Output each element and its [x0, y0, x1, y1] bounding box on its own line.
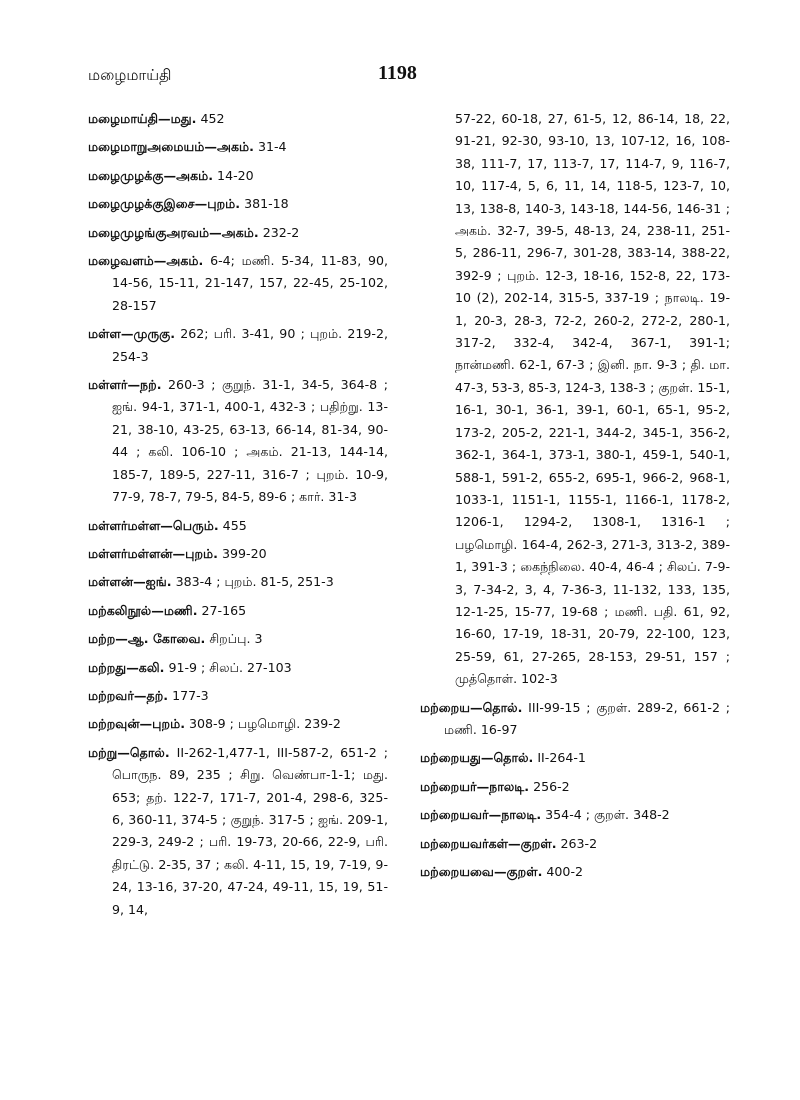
entry-headword: மழைமுழங்குஅரவம்—அகம்.	[88, 224, 259, 240]
entry-headword: மற்றையவை—குறள்.	[420, 864, 543, 879]
index-entry	[88, 323, 388, 368]
entry-headword: மழைமாறுஅமையம்—அகம்.	[88, 139, 254, 155]
index-entry	[88, 742, 388, 921]
entry-headword: மற்றது—கலி.	[88, 659, 165, 675]
index-entry	[88, 515, 388, 537]
entry-references: 455	[218, 517, 247, 533]
entry-headword: மற்ற—ஆ. கோவை.	[88, 631, 206, 647]
index-entry	[420, 804, 730, 826]
index-entry	[420, 861, 730, 883]
index-entry	[88, 713, 388, 735]
entry-references: 31-4	[253, 139, 287, 155]
entry-headword: மற்றவர்—தற்.	[88, 687, 169, 703]
index-entry	[88, 136, 388, 158]
entry-references: 260-3 ; குறுந். 31-1, 34-5, 364-8 ; ஐங். 94-1, 371-1, 400-1, 432-3 ; பதிற்று. 13-21, 38-10, 43-25, 63-13, 66-14, 81-34, 90-44 ; கலி. 106-10 ; அகம். 21-13, 144-14, 185-7, 189-5, 227-11, 316-7 ; புறம். 10-9, 77-9, 78-7, 79-5, 84-5, 89-6 ; கார். 31-3	[112, 377, 388, 505]
entry-references: 14-20	[213, 167, 254, 183]
index-entry	[88, 628, 388, 650]
entry-headword: மற்றைய—தொல்.	[420, 699, 523, 715]
entry-references: 177-3	[168, 687, 209, 703]
index-entry	[88, 571, 388, 593]
entry-references: 262; பரி. 3-41, 90 ; புறம். 219-2, 254-3	[112, 326, 388, 364]
index-entry	[88, 657, 388, 679]
entry-headword: மள்ளர்மள்ள—பெரும்.	[88, 517, 219, 533]
entry-headword: மற்றவுன்—புறம்.	[88, 716, 185, 732]
entry-references: 399-20	[217, 545, 267, 561]
right-column	[420, 108, 730, 889]
index-entry	[88, 193, 388, 215]
index-entry	[88, 685, 388, 707]
entry-headword: மழைமுழக்கு—அகம்.	[88, 167, 214, 183]
entry-headword: மற்றையவர்—நாலடி.	[420, 807, 542, 823]
entry-headword: மழைவளம்—அகம்.	[88, 253, 204, 269]
entry-references: II-264-1	[533, 750, 586, 766]
entry-references: III-99-15 ; குறள். 289-2, 661-2 ; மணி. 16-97	[444, 699, 730, 737]
entry-headword: மள்ளன்—ஐங்.	[88, 574, 172, 590]
entry-continuation: 57-22, 60-18, 27, 61-5, 12, 86-14, 18, 22, 91-21, 92-30, 93-10, 13, 107-12, 16, 108-38, 111-7, 17, 113-7, 17, 114-7, 9, 116-7, 10, 117-4, 5, 6, 11, 14, 118-5, 123-7, 10, 13, 138-8, 140-3, 143-18, 144-56, 146-31 ; அகம். 32-7, 39-5, 48-13, 24, 238-11, 251-5, 286-11, 296-7, 301-28, 383-14, 388-22, 392-9 ; புறம். 12-3, 18-16, 152-8, 22, 173-10 (2), 202-14, 315-5, 337-19 ; நாலடி. 19-1, 20-3, 28-3, 72-2, 260-2, 272-2, 280-1, 317-2, 332-4, 342-4, 367-1, 391-1; நான்மணி. 62-1, 67-3 ; இனி. நா. 9-3 ; தி. மா. 47-3, 53-3, 85-3, 124-3, 138-3 ; குறள். 15-1, 16-1, 30-1, 36-1, 39-1, 60-1, 65-1, 95-2, 173-2, 205-2, 221-1, 344-2, 345-1, 356-2, 362-1, 364-1, 373-1, 380-1, 459-1, 540-1, 588-1, 591-2, 655-2, 695-1, 966-2, 968-1, 1033-1, 1151-1, 1155-1, 1166-1, 1178-2, 1206-1, 1294-2, 1308-1, 1316-1 ; பழமொழி. 164-4, 262-3, 271-3, 313-2, 389-1, 391-3 ; கைந்நிலை. 40-4, 46-4 ; சிலப். 7-9-3, 7-34-2, 3, 4, 7-36-3, 11-132, 133, 135, 12-1-25, 15-77, 19-68 ; மணி. பதி. 61, 92, 16-60, 17-19, 18-31, 20-79, 22-100, 123, 25-59, 61, 27-265, 28-153, 29-51, 157 ; முத்தொள். 102-3	[455, 111, 730, 687]
entry-headword: மற்றையர்—நாலடி.	[420, 778, 530, 794]
entry-references: 383-4 ; புறம். 81-5, 251-3	[171, 574, 334, 590]
index-entry	[420, 833, 730, 855]
entry-headword: மற்கலிநூல்—மணி.	[88, 602, 198, 618]
entry-headword: மள்ளர்மள்ளன்—புறம்.	[88, 545, 218, 561]
entry-headword: மழைமாய்தி—மது.	[88, 111, 197, 126]
entry-references: 452	[196, 111, 225, 126]
entry-headword: மழைமுழக்குஇசை—புறம்.	[88, 196, 241, 212]
entry-references: 232-2	[258, 224, 300, 240]
entry-references: 6-4; மணி. 5-34, 11-83, 90, 14-56, 15-11, 21-147, 157, 22-45, 25-102, 28-157	[112, 253, 388, 313]
entry-references: 256-2	[529, 778, 570, 794]
entry-headword: மற்று—தொல்.	[88, 744, 170, 760]
page-header	[88, 62, 728, 96]
index-entry	[88, 108, 388, 130]
entry-headword: மள்ள—முருகு.	[88, 326, 176, 342]
entry-references: 400-2	[542, 864, 584, 879]
index-entry	[88, 543, 388, 565]
index-entry	[88, 165, 388, 187]
entry-references: 263-2	[556, 835, 598, 851]
running-head-word: மழைமாய்தி	[88, 66, 172, 84]
index-entry	[420, 697, 730, 742]
entry-headword: மற்றையது—தொல்.	[420, 750, 534, 766]
index-entry	[88, 222, 388, 244]
index-entry	[88, 600, 388, 622]
entry-headword: மற்றையவர்கள்—குறள்.	[420, 835, 557, 851]
entry-references: II-262-1,477-1, III-587-2, 651-2 ; பொருந. 89, 235 ; சிறு. வெண்பா-1-1; மது. 653; தற். 122-7, 171-7, 201-4, 298-6, 325-6, 360-11, 374-5 ; குறுந். 317-5 ; ஐங். 209-1, 229-3, 249-2 ; பரி. 19-73, 20-66, 22-9, பரி. திரட்டு. 2-35, 37 ; கலி. 4-11, 15, 19, 7-19, 9-24, 13-16, 37-20, 47-24, 49-11, 15, 19, 51-9, 14,	[112, 744, 388, 917]
entry-references: சிறப்பு. 3	[205, 631, 263, 647]
index-entry	[420, 776, 730, 798]
left-column	[88, 108, 388, 927]
entry-references: 308-9 ; பழமொழி. 239-2	[185, 716, 341, 732]
entry-references: 381-18	[240, 196, 289, 212]
entry-references: 354-4 ; குறள். 348-2	[541, 807, 670, 823]
entry-references: 91-9 ; சிலப். 27-103	[164, 659, 292, 675]
page-number: 1198	[378, 62, 417, 84]
index-entry	[88, 250, 388, 317]
entry-headword: மள்ளர்—நற்.	[88, 377, 162, 393]
index-entry	[88, 374, 388, 508]
entry-references: 27-165	[197, 602, 247, 618]
index-entry	[420, 747, 730, 769]
